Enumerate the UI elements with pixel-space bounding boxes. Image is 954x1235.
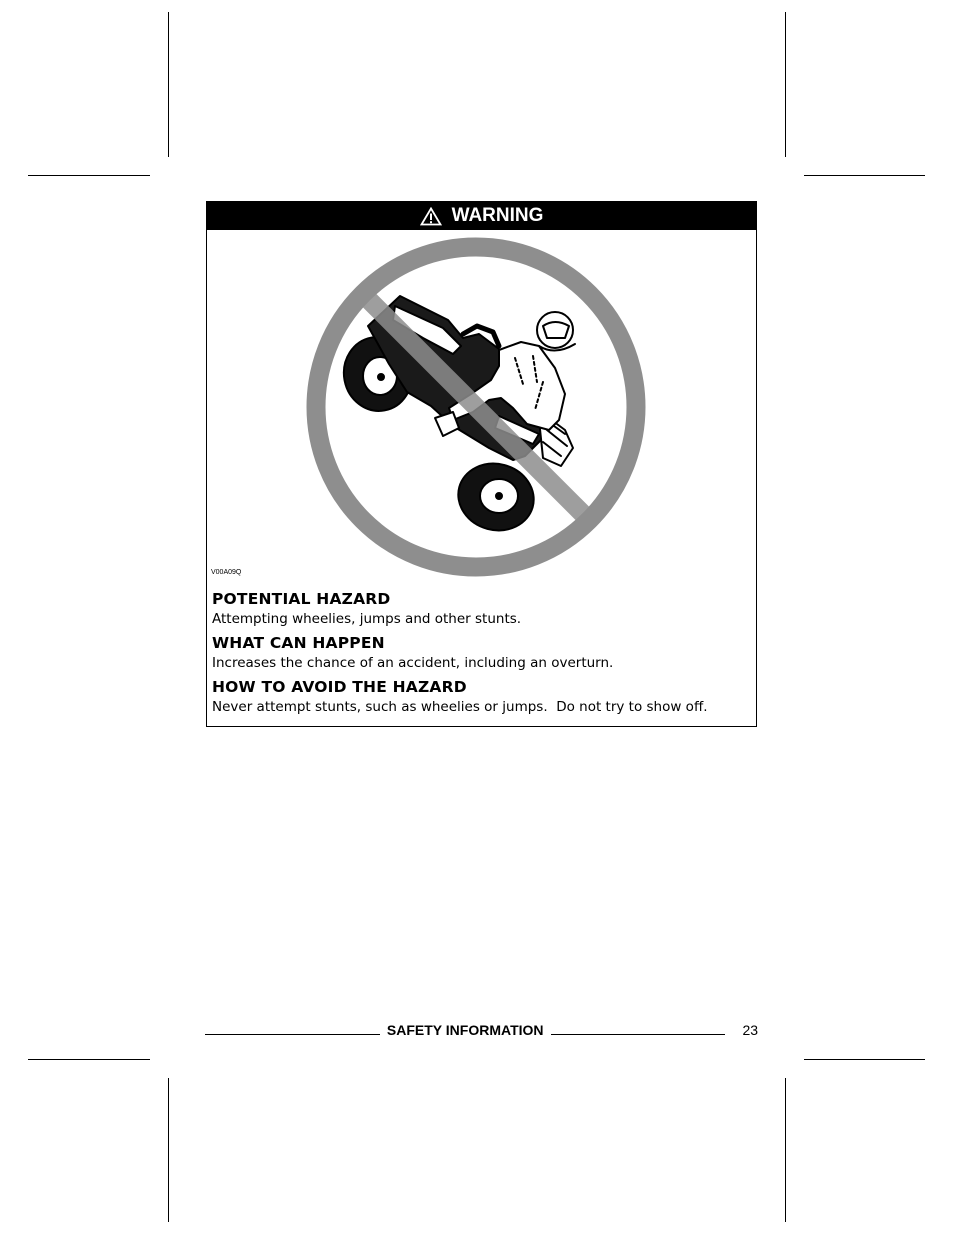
crop-mark-bottom-right-vertical	[785, 1078, 786, 1222]
section-heading-potential-hazard: POTENTIAL HAZARD	[212, 590, 391, 608]
crop-mark-bottom-left-horizontal	[28, 1059, 150, 1060]
crop-mark-top-left-horizontal	[28, 175, 150, 176]
section-heading-how-to-avoid: HOW TO AVOID THE HAZARD	[212, 678, 467, 696]
section-text-how-to-avoid: Never attempt stunts, such as wheelies or jumps. Do not try to show off.	[212, 699, 708, 715]
crop-mark-top-right-vertical	[785, 12, 786, 157]
section-text-what-can-happen: Increases the chance of an accident, including an overturn.	[212, 655, 614, 671]
footer-rule-left	[205, 1034, 380, 1035]
page-footer	[205, 1020, 758, 1040]
warning-box	[206, 201, 757, 727]
figure-code: V00A09Q	[211, 569, 242, 576]
crop-mark-top-right-horizontal	[804, 175, 925, 176]
page-number: 23	[742, 1022, 759, 1038]
section-heading-what-can-happen: WHAT CAN HAPPEN	[212, 634, 385, 652]
crop-mark-bottom-left-vertical	[168, 1078, 169, 1222]
footer-section-title: SAFETY INFORMATION	[386, 1022, 544, 1038]
footer-rule-right	[551, 1034, 726, 1035]
warning-title: WARNING	[451, 205, 544, 226]
warning-content	[212, 589, 752, 721]
atv-wheelie-drawing	[338, 296, 575, 539]
crop-mark-top-left-vertical	[168, 12, 169, 157]
no-wheelie-illustration	[303, 234, 649, 580]
warning-header	[207, 202, 756, 230]
section-text-potential-hazard: Attempting wheelies, jumps and other stunts.	[212, 611, 522, 627]
warning-triangle-icon	[420, 207, 442, 226]
crop-mark-bottom-right-horizontal	[804, 1059, 925, 1060]
